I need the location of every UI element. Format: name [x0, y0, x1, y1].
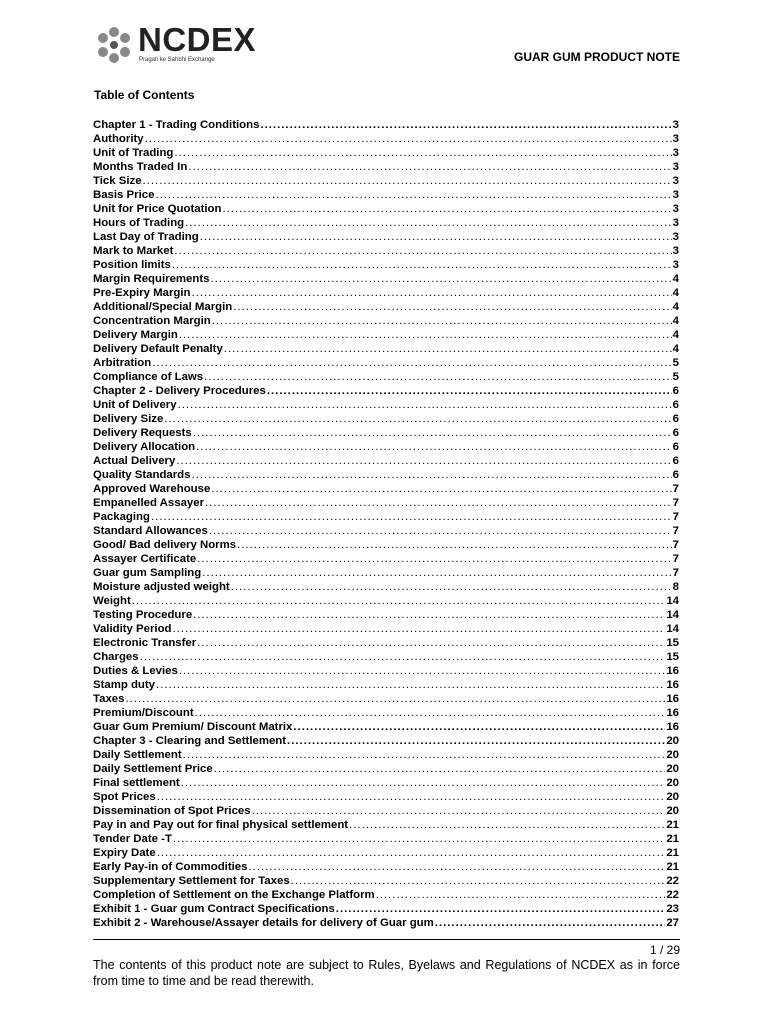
- toc-dot-leader: [200, 230, 672, 244]
- toc-entry-title: Moisture adjusted weight: [93, 581, 230, 593]
- toc-heading: Table of Contents: [94, 88, 195, 102]
- toc-entry-page: 7: [672, 567, 679, 579]
- toc-dot-leader: [152, 356, 671, 370]
- toc-entry-title: Hours of Trading: [93, 217, 185, 229]
- toc-entry-title: Daily Settlement Price: [93, 763, 213, 775]
- toc-entry-page: 6: [672, 413, 679, 425]
- toc-dot-leader: [188, 160, 671, 174]
- toc-entry-title: Compliance of Laws: [93, 371, 204, 383]
- toc-entry-page: 4: [672, 329, 679, 341]
- toc-entry-page: 21: [666, 861, 679, 873]
- toc-dot-leader: [212, 314, 672, 328]
- toc-dot-leader: [293, 720, 665, 734]
- toc-entry-page: 20: [666, 777, 679, 789]
- toc-entry[interactable]: [93, 202, 679, 216]
- toc-entry-page: 15: [666, 637, 679, 649]
- toc-entry-page: 20: [666, 735, 679, 747]
- toc-entry-page: 15: [666, 651, 679, 663]
- toc-entry-page: 3: [672, 259, 679, 271]
- toc-entry-page: 6: [672, 455, 679, 467]
- toc-entry-page: 3: [672, 245, 679, 257]
- toc-dot-leader: [210, 272, 671, 286]
- toc-entry[interactable]: [93, 776, 679, 790]
- toc-entry-title: Last Day of Trading: [93, 231, 199, 243]
- toc-dot-leader: [176, 454, 671, 468]
- toc-entry-page: 16: [666, 693, 679, 705]
- toc-entry[interactable]: [93, 300, 679, 314]
- toc-entry[interactable]: [93, 174, 679, 188]
- toc-dot-leader: [191, 286, 671, 300]
- toc-dot-leader: [193, 426, 672, 440]
- toc-entry-title: Electronic Transfer: [93, 637, 197, 649]
- toc-dot-leader: [132, 594, 666, 608]
- toc-dot-leader: [185, 216, 672, 230]
- toc-entry-page: 16: [666, 665, 679, 677]
- toc-entry[interactable]: [93, 650, 679, 664]
- toc-dot-leader: [291, 874, 666, 888]
- toc-dot-leader: [178, 398, 672, 412]
- toc-entry-page: 7: [672, 553, 679, 565]
- toc-entry-page: 3: [672, 119, 679, 131]
- toc-entry[interactable]: [93, 874, 679, 888]
- toc-entry-title: Final settlement: [93, 777, 180, 789]
- toc-entry[interactable]: [93, 118, 679, 132]
- toc-entry-title: Margin Requirements: [93, 273, 210, 285]
- toc-entry[interactable]: [93, 230, 679, 244]
- toc-entry-title: Arbitration: [93, 357, 152, 369]
- toc-entry[interactable]: [93, 860, 679, 874]
- toc-dot-leader: [145, 132, 672, 146]
- toc-entry-title: Early Pay-in of Commodities: [93, 861, 248, 873]
- toc-entry-title: Duties & Levies: [93, 665, 178, 677]
- toc-entry[interactable]: [93, 160, 679, 174]
- toc-entry-title: Unit of Trading: [93, 147, 174, 159]
- toc-entry[interactable]: [93, 258, 679, 272]
- toc-dot-leader: [204, 370, 672, 384]
- toc-entry-title: Delivery Requests: [93, 427, 192, 439]
- toc-entry[interactable]: [93, 496, 679, 510]
- toc-entry-title: Good/ Bad delivery Norms: [93, 539, 237, 551]
- toc-entry-title: Chapter 2 - Delivery Procedures: [93, 385, 266, 397]
- toc-entry-title: Daily Settlement: [93, 749, 182, 761]
- toc-entry-page: 6: [672, 385, 679, 397]
- toc-entry-page: 22: [666, 875, 679, 887]
- toc-dot-leader: [183, 748, 666, 762]
- toc-entry-title: Concentration Margin: [93, 315, 211, 327]
- toc-entry-title: Unit for Price Quotation: [93, 203, 222, 215]
- toc-entry[interactable]: [93, 384, 679, 398]
- toc-dot-leader: [435, 916, 666, 930]
- toc-dot-leader: [157, 790, 666, 804]
- logo-tagline: Pragati ke Sahbhi Exchange: [139, 57, 215, 63]
- toc-entry-title: Unit of Delivery: [93, 399, 177, 411]
- toc-entry-page: 4: [672, 343, 679, 355]
- toc-entry-title: Expiry Date: [93, 847, 156, 859]
- toc-entry-title: Taxes: [93, 693, 125, 705]
- toc-entry-title: Weight: [93, 595, 131, 607]
- toc-entry-page: 20: [666, 749, 679, 761]
- toc-dot-leader: [172, 258, 672, 272]
- toc-entry[interactable]: [93, 412, 679, 426]
- toc-dot-leader: [174, 146, 671, 160]
- product-note-title: GUAR GUM PRODUCT NOTE: [514, 50, 680, 64]
- toc-entry[interactable]: [93, 790, 679, 804]
- toc-entry-page: 3: [672, 217, 679, 229]
- logo-wordmark: NCDEX: [138, 21, 257, 58]
- ncdex-logo: [94, 21, 257, 66]
- toc-entry[interactable]: [93, 286, 679, 300]
- toc-entry-title: Pre-Expiry Margin: [93, 287, 191, 299]
- toc-entry[interactable]: [93, 398, 679, 412]
- toc-entry-page: 16: [666, 707, 679, 719]
- toc-entry-page: 20: [666, 763, 679, 775]
- toc-entry-title: Spot Prices: [93, 791, 156, 803]
- toc-dot-leader: [222, 202, 671, 216]
- toc-entry[interactable]: [93, 720, 679, 734]
- toc-dot-leader: [252, 804, 666, 818]
- toc-entry-title: Guar Gum Premium/ Discount Matrix: [93, 721, 293, 733]
- toc-entry-page: 4: [672, 315, 679, 327]
- toc-dot-leader: [164, 412, 671, 426]
- toc-entry-title: Exhibit 2 - Warehouse/Assayer details for delivery of Guar gum: [93, 917, 434, 929]
- toc-entry-title: Actual Delivery: [93, 455, 176, 467]
- toc-entry-page: 16: [666, 679, 679, 691]
- toc-entry-page: 27: [666, 917, 679, 929]
- toc-entry[interactable]: [93, 748, 679, 762]
- toc-entry-page: 14: [666, 595, 679, 607]
- toc-entry-page: 3: [672, 231, 679, 243]
- toc-entry-page: 21: [666, 819, 679, 831]
- toc-entry-title: Mark to Market: [93, 245, 174, 257]
- toc-dot-leader: [173, 832, 665, 846]
- toc-entry[interactable]: [93, 832, 679, 846]
- toc-dot-leader: [202, 566, 671, 580]
- toc-entry-title: Delivery Margin: [93, 329, 178, 341]
- toc-entry-page: 3: [672, 203, 679, 215]
- toc-dot-leader: [196, 440, 672, 454]
- toc-entry-title: Premium/Discount: [93, 707, 194, 719]
- toc-entry-page: 22: [666, 889, 679, 901]
- toc-dot-leader: [376, 888, 666, 902]
- toc-entry-title: Testing Procedure: [93, 609, 193, 621]
- toc-dot-leader: [125, 692, 665, 706]
- toc-entry-page: 6: [672, 441, 679, 453]
- toc-entry-page: 6: [672, 469, 679, 481]
- toc-entry-title: Chapter 3 - Clearing and Settlement: [93, 735, 287, 747]
- toc-entry-page: 5: [672, 371, 679, 383]
- page-number: 1 / 29: [649, 943, 680, 957]
- toc-entry-title: Authority: [93, 133, 144, 145]
- toc-entry[interactable]: [93, 524, 679, 538]
- toc-entry[interactable]: [93, 426, 679, 440]
- toc-entry-title: Exhibit 1 - Guar gum Contract Specifications: [93, 903, 335, 915]
- toc-entry[interactable]: [93, 510, 679, 524]
- toc-entry[interactable]: [93, 538, 679, 552]
- toc-entry-page: 14: [666, 609, 679, 621]
- toc-dot-leader: [179, 328, 672, 342]
- toc-entry-title: Basis Price: [93, 189, 155, 201]
- toc-entry[interactable]: [93, 580, 679, 594]
- toc-entry-title: Months Traded In: [93, 161, 188, 173]
- toc-dot-leader: [156, 678, 665, 692]
- toc-entry[interactable]: [93, 552, 679, 566]
- toc-dot-leader: [140, 650, 666, 664]
- toc-dot-leader: [231, 580, 672, 594]
- toc-entry-page: 7: [672, 511, 679, 523]
- toc-entry[interactable]: [93, 244, 679, 258]
- toc-entry-page: 6: [672, 399, 679, 411]
- toc-entry[interactable]: [93, 482, 679, 496]
- toc-entry-page: 16: [666, 721, 679, 733]
- toc-entry-page: 4: [672, 301, 679, 313]
- ncdex-emblem-icon: [94, 25, 134, 65]
- toc-entry-title: Standard Allowances: [93, 525, 208, 537]
- toc-dot-leader: [214, 762, 666, 776]
- toc-entry[interactable]: [93, 566, 679, 580]
- toc-entry[interactable]: [93, 314, 679, 328]
- footer-divider: [93, 939, 680, 940]
- toc-dot-leader: [193, 608, 665, 622]
- toc-entry-page: 3: [672, 147, 679, 159]
- toc-entry-title: Additional/Special Margin: [93, 301, 233, 313]
- toc-entry[interactable]: [93, 622, 679, 636]
- toc-entry[interactable]: [93, 636, 679, 650]
- toc-entry-title: Completion of Settlement on the Exchange Platform: [93, 889, 375, 901]
- toc-entry[interactable]: [93, 692, 679, 706]
- toc-entry-title: Validity Period: [93, 623, 172, 635]
- toc-entry[interactable]: [93, 846, 679, 860]
- toc-entry[interactable]: [93, 594, 679, 608]
- toc-entry-page: 3: [672, 133, 679, 145]
- toc-entry-title: Tender Date -T: [93, 833, 172, 845]
- toc-entry-title: Delivery Size: [93, 413, 164, 425]
- toc-entry[interactable]: [93, 468, 679, 482]
- toc-entry[interactable]: [93, 328, 679, 342]
- toc-dot-leader: [143, 174, 672, 188]
- toc-entry[interactable]: [93, 804, 679, 818]
- toc-entry-page: 4: [672, 287, 679, 299]
- toc-dot-leader: [287, 734, 665, 748]
- toc-entry[interactable]: [93, 454, 679, 468]
- toc-dot-leader: [205, 496, 672, 510]
- toc-entry-title: Chapter 1 - Trading Conditions: [93, 119, 260, 131]
- toc-dot-leader: [233, 300, 671, 314]
- toc-entry[interactable]: [93, 902, 679, 916]
- toc-entry-page: 23: [666, 903, 679, 915]
- toc-dot-leader: [173, 622, 666, 636]
- toc-entry-page: 6: [672, 427, 679, 439]
- toc-entry[interactable]: [93, 370, 679, 384]
- toc-entry-title: Delivery Default Penalty: [93, 343, 223, 355]
- toc-entry[interactable]: [93, 132, 679, 146]
- toc-entry-page: 7: [672, 497, 679, 509]
- toc-dot-leader: [151, 510, 672, 524]
- toc-entry[interactable]: [93, 706, 679, 720]
- toc-entry-page: 5: [672, 357, 679, 369]
- toc-dot-leader: [195, 706, 666, 720]
- toc-entry-page: 7: [672, 539, 679, 551]
- toc-dot-leader: [155, 188, 671, 202]
- toc-entry-title: Assayer Certificate: [93, 553, 197, 565]
- toc-dot-leader: [248, 860, 665, 874]
- toc-entry[interactable]: [93, 216, 679, 230]
- toc-entry-title: Empanelled Assayer: [93, 497, 205, 509]
- toc-entry-page: 14: [666, 623, 679, 635]
- toc-dot-leader: [197, 552, 671, 566]
- toc-dot-leader: [267, 384, 672, 398]
- toc-entry-page: 21: [666, 847, 679, 859]
- toc-entry[interactable]: [93, 678, 679, 692]
- toc-entry-page: 3: [672, 189, 679, 201]
- toc-entry-page: 20: [666, 791, 679, 803]
- toc-entry[interactable]: [93, 734, 679, 748]
- toc-entry-title: Delivery Allocation: [93, 441, 196, 453]
- toc-entry[interactable]: [93, 818, 679, 832]
- toc-dot-leader: [237, 538, 672, 552]
- toc-entry-page: 21: [666, 833, 679, 845]
- toc-entry-page: 7: [672, 483, 679, 495]
- toc-entry-title: Supplementary Settlement for Taxes: [93, 875, 290, 887]
- table-of-contents: [93, 118, 679, 930]
- toc-entry[interactable]: [93, 888, 679, 902]
- toc-entry-title: Pay in and Pay out for final physical settlement: [93, 819, 349, 831]
- toc-entry-title: Dissemination of Spot Prices: [93, 805, 251, 817]
- toc-entry-page: 7: [672, 525, 679, 537]
- toc-entry-title: Approved Warehouse: [93, 483, 211, 495]
- toc-entry[interactable]: [93, 664, 679, 678]
- toc-entry-title: Stamp duty: [93, 679, 156, 691]
- toc-entry[interactable]: [93, 916, 679, 930]
- toc-dot-leader: [260, 118, 671, 132]
- toc-entry[interactable]: [93, 440, 679, 454]
- toc-entry[interactable]: [93, 188, 679, 202]
- toc-entry[interactable]: [93, 608, 679, 622]
- toc-entry-title: Tick Size: [93, 175, 142, 187]
- toc-entry-title: Quality Standards: [93, 469, 191, 481]
- toc-dot-leader: [197, 636, 665, 650]
- toc-entry-page: 4: [672, 273, 679, 285]
- toc-entry-page: 20: [666, 805, 679, 817]
- toc-dot-leader: [179, 664, 665, 678]
- toc-dot-leader: [174, 244, 671, 258]
- toc-entry-title: Packaging: [93, 511, 150, 523]
- toc-entry[interactable]: [93, 272, 679, 286]
- toc-entry-page: 8: [672, 581, 679, 593]
- toc-dot-leader: [211, 482, 671, 496]
- toc-dot-leader: [191, 468, 671, 482]
- footer-notice: The contents of this product note are subject to Rules, Byelaws and Regulations of NCDEX as in force from time to time and be read therewith.: [93, 958, 680, 988]
- toc-entry-title: Guar gum Sampling: [93, 567, 202, 579]
- toc-entry[interactable]: [93, 342, 679, 356]
- toc-entry-title: Charges: [93, 651, 139, 663]
- toc-dot-leader: [209, 524, 672, 538]
- toc-dot-leader: [157, 846, 666, 860]
- toc-entry[interactable]: [93, 762, 679, 776]
- toc-entry-title: Position limits: [93, 259, 171, 271]
- toc-entry-page: 3: [672, 175, 679, 187]
- toc-dot-leader: [181, 776, 666, 790]
- toc-entry[interactable]: [93, 356, 679, 370]
- toc-entry-page: 3: [672, 161, 679, 173]
- toc-dot-leader: [336, 902, 666, 916]
- toc-dot-leader: [349, 818, 665, 832]
- toc-dot-leader: [224, 342, 672, 356]
- toc-entry[interactable]: [93, 146, 679, 160]
